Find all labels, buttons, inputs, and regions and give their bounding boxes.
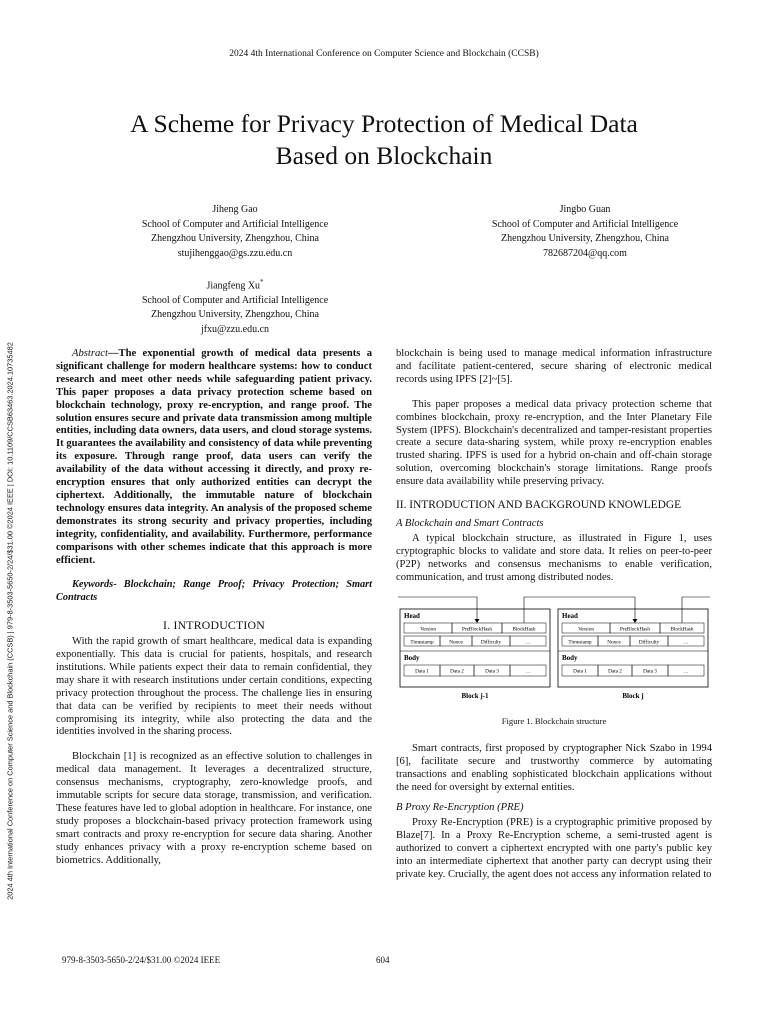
author-name: Jiheng Gao [212, 204, 258, 215]
author-name: Jingbo Guan [559, 204, 611, 215]
cell-data2: Data 2 [608, 668, 622, 674]
block-label-right: Block j [622, 691, 644, 700]
cell-timestamp: Timestamp [568, 639, 592, 645]
cell-data3: Data 3 [643, 668, 657, 674]
block-diagram-right [558, 609, 708, 700]
figure-caption: Figure 1. Blockchain structure [501, 715, 607, 726]
author-name: Jiangfeng Xu* [206, 278, 264, 292]
block-link-arrows [398, 597, 710, 623]
paragraph: Smart contracts, first proposed by cryptographer Nick Szabo in 1994 [6], facilitate secure and trustworthy commerce by automating transactions and enabling sophisticated blockchain applications without the need for oversight by external entities. [396, 743, 712, 794]
cell-preblockhash: PreBlockHash [462, 626, 492, 632]
section-heading-intro: I. INTRODUCTION [163, 618, 265, 633]
side-doi-note: 2024 4th International Conference on Computer Science and Blockchain (CCSB) | 979-8-3503-5650-2/24/$31.00 ©2024 IEEE | DOI: 10.1109/CCSB63463.2024.10735482 [5, 341, 15, 900]
block-body-label: Body [562, 653, 578, 662]
cell-ellipsis: ... [526, 668, 530, 674]
figure-blockchain-structure [396, 591, 712, 713]
cell-blockhash: BlockHash [512, 626, 536, 632]
blockchain-diagram [396, 591, 712, 713]
cell-difficulty: Difficulty [638, 639, 660, 645]
paragraph: Proxy Re-Encryption (PRE) is a cryptographic primitive proposed by Blaze[7]. In a Proxy Re-Encryption scheme, a semi-trusted agent is authorized to convert a ciphertext encrypted with one party's public key into an intermediate ciphertext that another party can decrypt using their private key. Crucially, the agent does not access any information related to [396, 816, 712, 880]
cell-difficulty: Difficulty [480, 639, 502, 645]
left-column [56, 348, 372, 868]
cell-version: Version [578, 626, 594, 632]
footer-isbn: 979-8-3503-5650-2/24/$31.00 ©2024 IEEE [62, 955, 221, 965]
abstract-label: Abstract [72, 348, 108, 359]
paper-title [60, 108, 708, 172]
author-university: Zhengzhou University, Zhengzhou, China [151, 233, 319, 244]
author-email[interactable]: 782687204@qq.com [543, 247, 627, 259]
block-head-label: Head [404, 611, 420, 620]
abstract-dash: — [107, 348, 119, 359]
author-affiliation: School of Computer and Artificial Intelligence [491, 218, 679, 230]
paragraph: With the rapid growth of smart healthcare, medical data is expanding exponentially. This data is crucial for patients, hospitals, and research institutions. While patients expect their data to remain confidential, they may share it with research institutions under certain conditions, expecting privacy protection throughout the process. The challenge lies in ensuring that data can be verified by recipients to meet their needs without compromising its integrity, while also protecting the data and the identities involved in the sharing process. [56, 636, 372, 738]
paragraph: This paper proposes a medical data privacy protection scheme that combines blockchain, proxy re-encryption, and the Inter Planetary File System (IPFS). Blockchain's decentralized and tamper-resistant properties create a secure data-sharing system, while proxy re-encryption enables trusted sharing. IPFS is used for a hybrid on-chain and off-chain storage solution, overcoming blockchain's storage limitations. Range proofs ensure data availability while preserving privacy. [396, 398, 712, 488]
section-heading-background: II. INTRODUCTION AND BACKGROUND KNOWLEDGE [396, 499, 682, 512]
cell-data1: Data 1 [415, 668, 429, 674]
cell-ellipsis: ... [684, 668, 688, 674]
cell-ellipsis: ... [684, 639, 688, 645]
title-line-2: Based on Blockchain [275, 141, 493, 170]
block-head-label: Head [562, 611, 578, 620]
cell-nonce: Nonce [449, 639, 463, 645]
author-mark: * [260, 278, 264, 286]
author-email[interactable]: stujihenggao@gs.zzu.edu.cn [177, 247, 293, 259]
author-email[interactable]: jfxu@zzu.edu.cn [200, 323, 270, 335]
conference-header: 2024 4th International Conference on Computer Science and Blockchain (CCSB) [229, 49, 539, 59]
author-affiliation: School of Computer and Artificial Intelligence [141, 294, 329, 306]
cell-version: Version [420, 626, 436, 632]
right-column [396, 348, 712, 881]
abstract-text: The exponential growth of medical data presents a significant challenge for modern healthcare systems: how to conduct research and meet other needs while safeguarding patient privacy. This paper proposes a data privacy protection scheme based on blockchain technology, proxy re-encryption, and range proof. The solution ensures secure and private data transmission among multiple entities, including data owners, data users, and cloud storage systems. It guarantees the availability and consistency of data while preventing its exposure. Through range proof, data users can verify the availability of the data without accessing it directly, and proxy re-encryption ensures that only authorized entities can decrypt the ciphertext. Additionally, the immutable nature of blockchain technology ensures data integrity. An analysis of the proposed scheme demonstrates its strong security and privacy properties, including integrity, confidentiality, and availability. Furthermore, performance comparisons with other schemes indicate that this approach is more efficient. [56, 348, 372, 566]
author-university: Zhengzhou University, Zhengzhou, China [151, 309, 319, 321]
cell-data3: Data 3 [485, 668, 499, 674]
author-university: Zhengzhou University, Zhengzhou, China [501, 233, 669, 244]
block-label-left: Block j-1 [461, 691, 489, 700]
subsection-heading-a: A Blockchain and Smart Contracts [396, 517, 544, 529]
block-diagram-left [400, 609, 550, 700]
cell-preblockhash: PreBlockHash [620, 626, 650, 632]
cell-data1: Data 1 [573, 668, 587, 674]
cell-nonce: Nonce [607, 639, 621, 645]
keywords: Keywords- Blockchain; Range Proof; Privacy Protection; Smart Contracts [56, 579, 372, 604]
paragraph: blockchain is being used to manage medical information infrastructure and facilitate patient-centered, secure sharing of electronic medical records using IPFS [2]~[5]. [396, 348, 712, 385]
abstract [56, 348, 372, 567]
author-block-1 [90, 203, 380, 261]
cell-blockhash: BlockHash [670, 626, 694, 632]
cell-data2: Data 2 [450, 668, 464, 674]
arrow-heads [475, 619, 638, 623]
cell-ellipsis: ... [526, 639, 530, 645]
block-body-label: Body [404, 653, 420, 662]
page-number: 604 [376, 955, 390, 965]
subsection-heading-b: B Proxy Re-Encryption (PRE) [396, 802, 524, 814]
paragraph: A typical blockchain structure, as illustrated in Figure 1, uses cryptographic blocks to validate and store data. It relies on peer-to-peer (P2P) networks and consensus mechanisms to enable verification, communication, and trust among distributed nodes. [396, 532, 712, 583]
paragraph: Blockchain [1] is recognized as an effective solution to challenges in medical data management. It leverages a decentralized structure, consensus mechanisms, cryptography, zero-knowledge proofs, and immutable scripts for secure data storage, transmission, and verification. These features have led to global adoption in healthcare. For instance, one study proposes a blockchain-based privacy protection framework using smart contracts and proxy re-encryption for secure data sharing. Another study enhances privacy with a proxy re-encryption scheme based on biometrics. Additionally, [56, 751, 372, 866]
title-line-1: A Scheme for Privacy Protection of Medical Data [130, 109, 638, 138]
cell-timestamp: Timestamp [410, 639, 434, 645]
author-affiliation: School of Computer and Artificial Intelligence [141, 218, 329, 230]
author-block-3 [90, 275, 380, 337]
author-block-2 [440, 203, 730, 261]
